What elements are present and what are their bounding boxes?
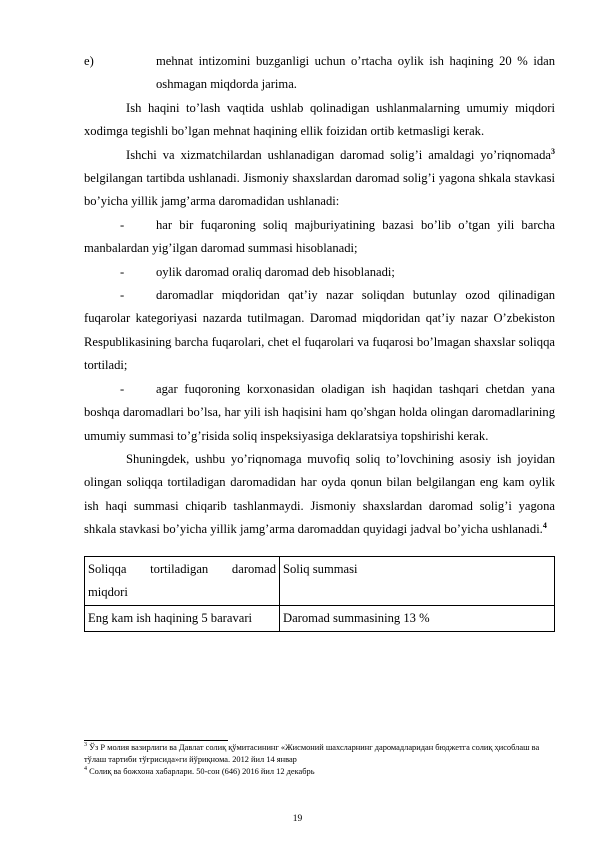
bullet-text: har bir fuqaroning soliq majburiyatining bazasi bo’lib o’tgan yili barcha manbalardan yig’ilgan daromad summasi hisoblanadi;: [84, 217, 555, 256]
list-item-text: mehnat intizomini buzganligi uchun o’rtacha oylik ish haqining 20 % idan oshmagan miqdorda jarima.: [156, 54, 555, 92]
paragraph: [84, 448, 555, 542]
footnote-ref: 3: [551, 146, 555, 156]
table-header-cell: Soliqqa tortiladigan daromad miqdori: [85, 556, 280, 605]
footnote-ref: 4: [542, 520, 547, 530]
footnote-number: 3: [84, 742, 87, 749]
paragraph-text: belgilangan tartibda ushlanadi. Jismoniy shaxslardan daromad solig’i yagona shkala stavkasi bo’yicha yillik jamg’arma daromadidan ushlanadi:: [84, 171, 555, 209]
bullet-marker: -: [120, 264, 125, 279]
bullet-marker: -: [120, 381, 125, 396]
tax-table: [84, 556, 555, 632]
table-row: [85, 605, 555, 631]
document-body: [84, 50, 555, 632]
paragraph-text: Ishchi va xizmatchilardan ushlanadigan daromad solig’i amaldagi yo’riqnomada: [126, 147, 551, 162]
paragraph: Ish haqini to’lash vaqtida ushlab qolinadigan ushlanmalarning umumiy miqdori xodimga tegishli bo’lgan mehnat haqining ellik foizidan ortib ketmasligi kerak.: [84, 100, 555, 139]
paragraph: [84, 144, 555, 214]
footnote-separator: [84, 740, 228, 741]
footnote-text: Ўз Р молия вазирлиги ва Давлат солиқ қўмитасининг «Жисмоний шахсларнинг даромадларидан бюджетга солиқ ҳисоблаш ва тўлаш тартиби тўғрисида»ги йўриқнома. 2012 йил 14 январ: [84, 743, 540, 764]
bullet-text: oylik daromad oraliq daromad deb hisoblanadi;: [156, 264, 395, 279]
bullet-marker: -: [120, 217, 125, 232]
table-cell: Daromad summasining 13 %: [280, 605, 555, 631]
bullet-item: [84, 284, 555, 378]
list-item-e: [84, 50, 555, 97]
list-marker: e): [84, 54, 94, 68]
table-header-row: [85, 556, 555, 605]
footnotes: [84, 742, 555, 778]
bullet-text: agar fuqoroning korxonasidan oladigan ish haqidan tashqari chetdan yana boshqa daromadlari bo’lsa, har yili ish haqisini ham qo’shgan holda olingan daromadlarining umumiy summasi to’g’risida soliq inspeksiyasiga deklaratsiya topshirishi kerak.: [84, 381, 555, 443]
table-header-cell: Soliq summasi: [280, 556, 555, 605]
footnote-text: Солиқ ва божхона хабарлари. 50-сон (646) 2016 йил 12 декабрь: [87, 767, 315, 776]
bullet-item: [84, 378, 555, 448]
footnote-3: [84, 742, 555, 766]
table-cell: Eng kam ish haqining 5 baravari: [85, 605, 280, 631]
page-number: 19: [292, 814, 303, 824]
paragraph-text: Shuningdek, ushbu yo’riqnomaga muvofiq soliq to’lovchining asosiy ish joyidan olingan soliqqa tortiladigan daromadidan har oyda qonun bilan belgilangan eng kam oylik ish haqi summasi chiqarib tashlanmaydi. Jismoniy shaxslardan daromad solig’i yagona shkala stavkasi bo’yicha yillik jamg’arma daromaddan quyidagi jadval bo’yicha ushlanadi.: [84, 451, 555, 537]
bullet-text: daromadlar miqdoridan qat’iy nazar soliqdan butunlay ozod qilinadigan fuqarolar kategoriyasi nazarda tutilmagan. Daromad miqdoridan qat’iy nazar O’zbekiston Respublikasining barcha fuqarolari, chet el fuqarolari va fuqarosi bo’lmagan shaxslar soliqqa tortiladi;: [84, 288, 555, 373]
footnote-number: 4: [84, 766, 87, 773]
bullet-item: [84, 214, 555, 261]
bullet-item: [84, 261, 555, 284]
footnote-4: [84, 766, 555, 778]
bullet-marker: -: [120, 288, 125, 303]
